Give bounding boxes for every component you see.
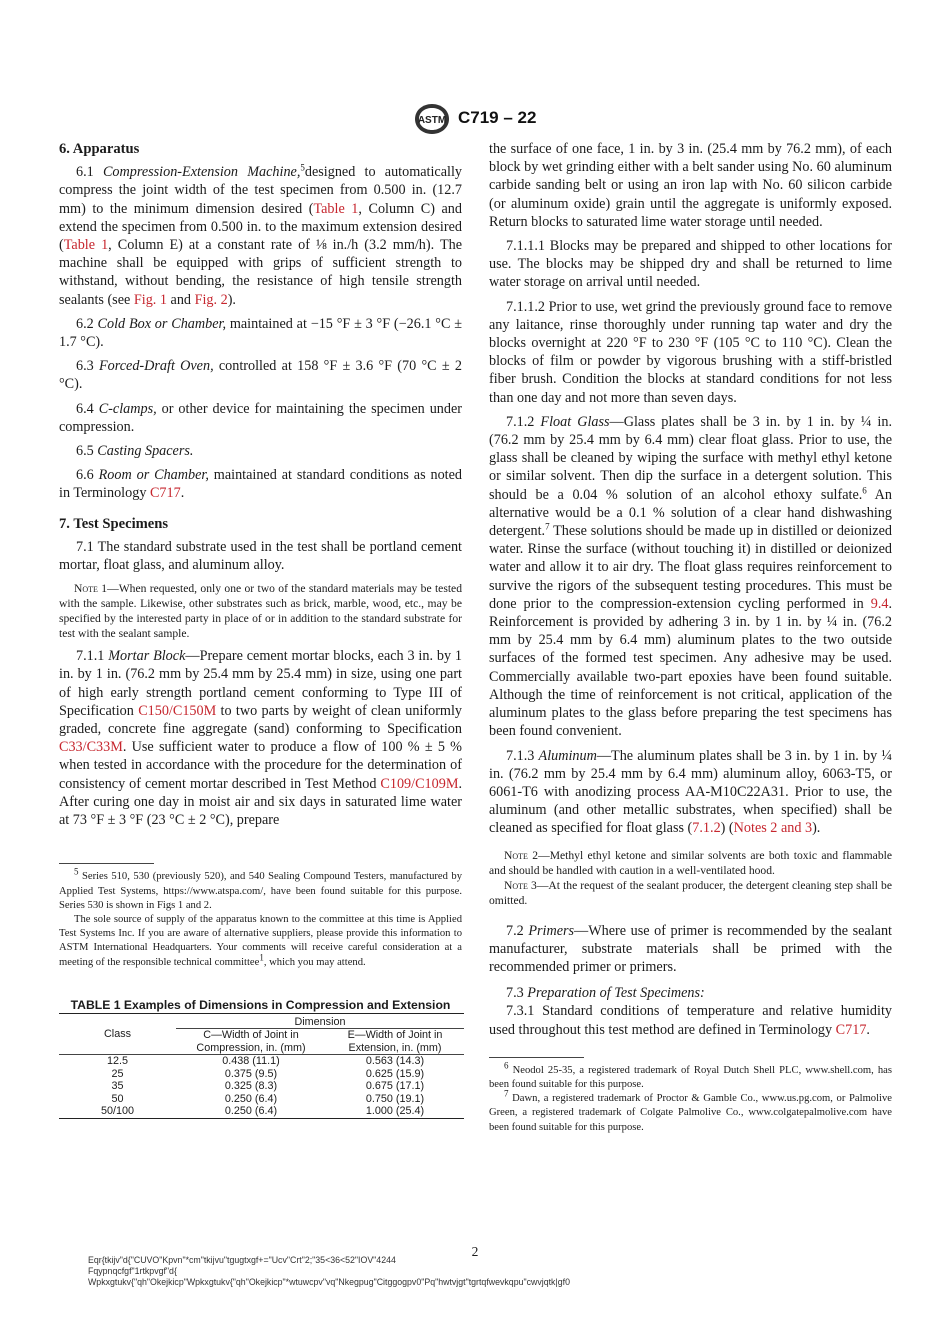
para-6-2: 6.2 Cold Box or Chamber, maintained at −15 °F ± 3 °F (−26.1 °C ± 1.7 °C).: [59, 315, 463, 351]
footnote-divider: [59, 863, 154, 864]
table-1-link[interactable]: Table 1: [63, 237, 109, 254]
footnotes-right: [489, 1057, 892, 1135]
para-6-3: 6.3 Forced-Draft Oven, controlled at 158 °F ± 3.6 °F (70 °C ± 2 °C).: [59, 358, 462, 393]
table-cell-c: 0.325 (8.3): [224, 1080, 278, 1093]
dimensions-table: [59, 1013, 464, 1119]
col-header-compression: C—Width of Joint in Compression, in. (mm): [196, 1029, 306, 1054]
fig-2-link[interactable]: Fig. 2: [194, 291, 228, 308]
table-cell-cls: 25: [111, 1067, 124, 1080]
section-6-title: 6. Apparatus: [59, 141, 140, 157]
table-cell-e: 0.563 (14.3): [365, 1055, 425, 1068]
document-id: C719 – 22: [458, 108, 537, 127]
table-row: [59, 1105, 464, 1118]
para-7-3-1: 7.3.1 Standard conditions of temperature and relative humidity used throughout this test method are defined in Terminology C717.: [489, 1003, 892, 1038]
para-7-1-1: 7.1.1 Mortar Block—Prepare cement mortar blocks, each 3 in. by 1 in. by 1 in. (76.2 mm by 25.4 mm by 25.4 mm) in size, using one part of high early strength portland cement conforming to Type III of Specification C150/C150M to two parts by weight of clean uniformly graded, concrete fine aggregate (sand) conforming to Specification C33/C33M. Use sufficient water to produce a flow of 100 % ± 5 % when tested in accordance with the procedure for the determination of consistency of cement mortar described in Test Method C109/C109M. After curing one day in moist air and six days in saturated lime water at 73 °F ± 3 °F (23 °C ± 2 °C), prepare: [59, 648, 463, 829]
table-1-title: TABLE 1 Examples of Dimensions in Compression and Extension: [70, 997, 451, 1012]
section-9-4-link[interactable]: 9.4: [870, 595, 889, 612]
table-cell-cls: 50/100: [100, 1105, 135, 1118]
svg-text:ASTM: ASTM: [417, 115, 447, 126]
c150-link[interactable]: C150/C150M: [138, 702, 217, 719]
license-footer: [88, 1255, 570, 1288]
para-7-3: 7.3 Preparation of Test Specimens:: [506, 985, 705, 1002]
table-1-body: [59, 1055, 464, 1119]
table-cell-e: 1.000 (25.4): [365, 1105, 425, 1118]
col-header-dimension: Dimension: [176, 1013, 464, 1029]
table-cell-cls: 12.5: [106, 1055, 128, 1068]
para-7-1-1-continued: the surface of one face, 1 in. by 3 in. (25.4 mm by 76.2 mm), of each block by wet grinding either with a belt sander using No. 60 aluminum carbide sanding belt or using an iron lap with No. 60 silicon carbide (or aluminum oxide) grain until the aggregate is uniformly exposed. Return blocks to saturated lime water storage until needed.: [489, 141, 892, 230]
para-7-1-1-1: 7.1.1.1 Blocks may be prepared and shipped to other locations for use. The blocks may be shipped dry and shall be returned to lime water storage on arrival until needed.: [489, 238, 892, 291]
table-cell-c: 0.438 (11.1): [222, 1055, 280, 1068]
footnote-5: $^5$ Series 510, 530 (previously 520), and 540 Sealing Compound Testers, manufactured by Applied Test Systems, https://www.atspa.com/, have been found suitable for this purpose. Series 530 is shown in Figs 1 and 2.: [59, 866, 462, 911]
para-6-5: 6.5 Casting Spacers.: [76, 443, 194, 460]
footer-line-1: Eqr{tkijv"d{"CUVO"Kpvn"*cm"tkijvu"tgugtxgf+="Ucv"Crt"2;"35<36<52"IOV"4244: [88, 1255, 396, 1265]
fig-1-link[interactable]: Fig. 1: [133, 291, 167, 308]
footnote-5-continued: The sole source of supply of the apparatus known to the committee at this time is Applied Test Systems Inc. If you are aware of alternative suppliers, please provide this information to ASTM International Headquarters. Your comments will receive careful consideration at a meeting of the responsible technical committee$^1$, which you may attend.: [59, 913, 462, 968]
footnote-6: $^6$ Neodol 25-35, a registered trademark of Royal Dutch Shell PLC, www.shell.com, has been found suitable for this purpose.: [489, 1060, 892, 1090]
note-1: Note 1—When requested, only one or two of the standard materials may be tested with the sample. Likewise, other substrates such as brick, marble, wood, etc., may be specified by the interested party in place of or in addition to the standard substrate for test with the sealant sample.: [59, 582, 462, 641]
note-3: Note 3—At the request of the sealant producer, the detergent cleaning step shall be omitted.: [489, 878, 892, 907]
table-row: [59, 1080, 464, 1093]
notes-2-3-link[interactable]: Notes 2 and 3: [733, 820, 813, 837]
page-header: [0, 100, 950, 140]
table-1: [59, 998, 462, 1119]
c717-link[interactable]: C717: [835, 1021, 867, 1038]
footer-line-2: Fqypnqcfgf"1rtkpvgf"d{: [88, 1266, 177, 1276]
c717-link[interactable]: C717: [149, 485, 181, 502]
c109-link[interactable]: C109/C109M: [380, 775, 459, 792]
table-cell-cls: 35: [111, 1080, 124, 1093]
para-7-1: 7.1 The standard substrate used in the test shall be portland cement mortar, float glass, and aluminum alloy.: [59, 538, 462, 574]
left-column: [59, 140, 462, 1119]
table-cell-e: 0.675 (17.1): [365, 1080, 425, 1093]
col-header-class: Class: [104, 1027, 131, 1040]
table-cell-cls: 50: [111, 1092, 124, 1105]
footer-line-3: Wpkxgtukv{"qh"Okejkicp"Wpkxgtukv{"qh"Okejkicp"*wtuwcpv"vq"Nkegpug"Citggogpv0"Pq"hwtvjgt"tgrtqfwevkqpu"cwvjqtk|gf0: [88, 1277, 570, 1287]
footnotes-left: [59, 863, 462, 969]
table-cell-e: 0.750 (19.1): [365, 1092, 425, 1105]
astm-logo-icon: [411, 102, 453, 136]
table-row: [59, 1068, 464, 1081]
para-6-1: 6.1 Compression-Extension Machine,$^5$designed to automatically compress the joint width of the test specimen from 0.500 in. (12.7 mm) to the minimum dimension desired (Table 1, Column C) and extend the specimen from 0.500 in. to the maximum extension desired (Table 1, Column E) at a constant rate of ⅛ in./h (3.2 mm/h). The machine shall be equipped with grips of sufficient strength to withstand, without bending, the resistance of high tensile strength sealants (see Fig. 1 and Fig. 2).: [59, 162, 463, 308]
table-1-link[interactable]: Table 1: [313, 200, 359, 217]
col-header-extension: E—Width of Joint in Extension, in. (mm): [347, 1029, 443, 1054]
right-column: [489, 140, 892, 1135]
note-2: Note 2—Methyl ethyl ketone and similar solvents are both toxic and flammable and should be handled with caution in a well-ventilated hood.: [489, 848, 892, 877]
footnote-divider: [489, 1057, 584, 1058]
para-6-4: 6.4 C-clamps, or other device for maintaining the specimen under compression.: [59, 400, 462, 435]
table-cell-c: 0.375 (9.5): [224, 1067, 278, 1080]
para-7-1-3: 7.1.3 Aluminum—The aluminum plates shall be 3 in. by 1 in. by ¼ in. (76.2 mm by 25.4 mm by 6.4 mm) aluminum alloy, 6063-T5, or 6061-T6 with anodizing process AA-M10C22A31. Prior to use, the aluminum (and other metallic substrates, when specified) shall be cleaned as specified for float glass (7.1.2) (Notes 2 and 3).: [489, 747, 892, 837]
c33-link[interactable]: C33/C33M: [59, 739, 123, 756]
para-6-6: 6.6 Room or Chamber, maintained at standard conditions as noted in Terminology C717.: [59, 467, 463, 502]
para-7-2: 7.2 Primers—Where use of primer is recommended by the sealant manufacturer, substrate materials shall be primed with the recommended primer or primers.: [489, 922, 892, 975]
footnote-7: $^7$ Dawn, a registered trademark of Proctor & Gamble Co., www.us.pg.com, or Palmolive Green, a registered trademark of Colgate Palmolive Co., www.colgatepalmolive.com have been found suitable for this purpose.: [489, 1088, 892, 1133]
table-cell-e: 0.625 (15.9): [365, 1067, 425, 1080]
para-7-1-1-2: 7.1.1.2 Prior to use, wet grind the previously ground face to remove any laitance, rinse thoroughly under running tap water and dry the blocks overnight at 220 °F to 230 °F (105 °C to 110 °C). Clean the blocks of film or powder by vigorous brushing with a stiff-bristled fiber brush. Condition the blocks at standard conditions for not less than one day and not more than seven days.: [489, 298, 892, 406]
page-number: 2: [471, 1244, 479, 1259]
table-cell-c: 0.250 (6.4): [224, 1092, 278, 1105]
table-row: [59, 1093, 464, 1106]
para-7-1-2: 7.1.2 Float Glass—Glass plates shall be 3 in. by 1 in. by ¼ in. (76.2 mm by 25.4 mm by 6.4 mm) clear float glass. Prior to use, the glass shall be cleaned by wiping the surface with methyl ethyl ketone or similar solvent. Then dip the surface in a detergent solution. This should be a 0.04 % solution of an alcohol ethoxy sulfate.$^6$ An alternative would be a 0.1 % solution of a clear hand dishwashing detergent.$^7$ These solutions should be made up in distilled or deionized water. Rinse the surface (without touching it) in distilled or deionized water and allow it to air dry. The float glass requires reinforcement to survive the rigors of the subsequent testing procedures. This must be done prior to the compression-extension cycling performed in 9.4. Reinforcement is provided by adhering 3 in. by 1 in. by ¼ in. (76.2 mm by 25.4 mm by 6.4 mm) aluminum plates to the two outside surfaces of the formed test specimen. Any adhesive may be used. Commercially available two-part epoxies have been found suitable. Although the time of reinforcement is not critical, application of the aluminum plates to the glass before preparing the test specimens has been found convenient.: [489, 413, 892, 740]
table-row: [59, 1055, 464, 1068]
section-7-1-2-link[interactable]: 7.1.2: [692, 820, 721, 837]
section-7-title: 7. Test Specimens: [59, 515, 169, 532]
table-cell-c: 0.250 (6.4): [224, 1105, 278, 1118]
